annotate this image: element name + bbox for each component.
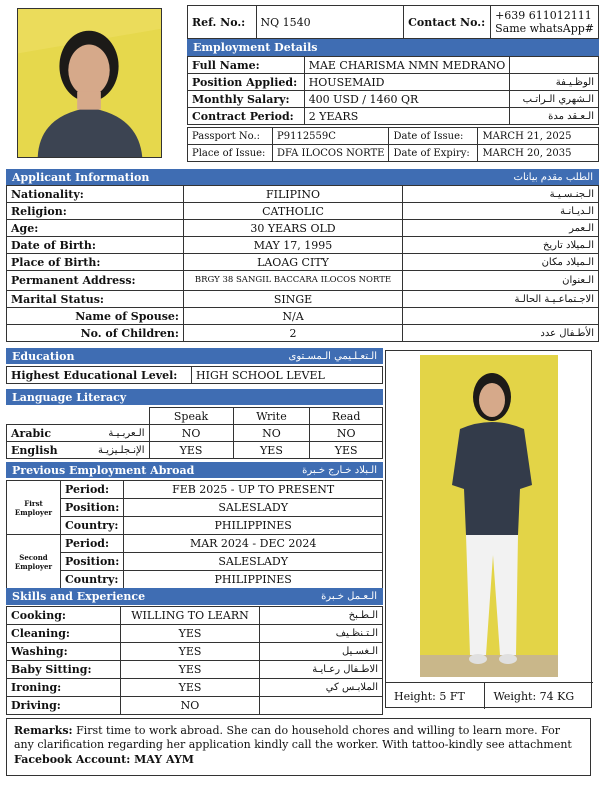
weight-label: Weight: [493, 689, 537, 703]
marital-value: SINGE [184, 291, 403, 308]
driving-value: NO [121, 697, 260, 715]
weight-cell [485, 683, 593, 709]
contract-value: 2 YEARS [304, 108, 510, 125]
arabic-read: NO [310, 425, 383, 442]
washing-label: Washing: [7, 643, 121, 661]
english-label: English [11, 443, 58, 457]
contract-ar: الـعـقد مدة [510, 108, 599, 125]
babysitting-ar: الاطـفال رعـايـة [260, 661, 383, 679]
country-label-1: Country: [61, 517, 124, 535]
arabic-speak: NO [149, 425, 233, 442]
pob-label: Place of Birth: [7, 254, 184, 271]
first-employer-label: First Employer [7, 481, 61, 535]
position-value: HOUSEMAID [304, 74, 510, 91]
age-value: 30 YEARS OLD [184, 220, 403, 237]
salary-label: Monthly Salary: [188, 91, 305, 108]
first-employer-position: SALESLADY [124, 499, 383, 517]
prev-employment-header [6, 462, 383, 478]
position-label-2: Position: [61, 553, 124, 571]
read-header: Read [310, 408, 383, 425]
cooking-label: Cooking: [7, 607, 121, 625]
washing-value: YES [121, 643, 260, 661]
dob-label: Date of Birth: [7, 237, 184, 254]
expiry-label: Date of Expiry: [389, 145, 478, 162]
children-value: 2 [184, 325, 403, 342]
employment-details-header [187, 39, 599, 56]
arabic-label: Arabic [11, 426, 52, 440]
second-employer-country: PHILIPPINES [124, 571, 383, 589]
spouse-label: Name of Spouse: [7, 308, 184, 325]
nationality-label: Nationality: [7, 186, 184, 203]
first-employer-period: FEB 2025 - UP TO PRESENT [124, 481, 383, 499]
dob-ar: الـميلاد تاريخ [403, 237, 599, 254]
issue-place-label: Place of Issue: [188, 145, 273, 162]
applicant-info-header [6, 169, 599, 185]
religion-label: Religion: [7, 203, 184, 220]
babysitting-value: YES [121, 661, 260, 679]
skills-header [6, 588, 383, 605]
education-value: HIGH SCHOOL LEVEL [192, 367, 383, 384]
contact-value: +639 611012111 [495, 9, 592, 22]
remarks-text: First time to work abroad. She can do household chores and willing to learn more. For any clarification regarding her application kindly call the worker. With tattoo-kindly see attachment [14, 724, 572, 751]
issue-date-label: Date of Issue: [389, 128, 478, 145]
full-body-photo [420, 355, 558, 677]
position-label-1: Position: [61, 499, 124, 517]
period-label-2: Period: [61, 535, 124, 553]
salary-value: 400 USD / 1460 QR [304, 91, 510, 108]
first-employer-country: PHILIPPINES [124, 517, 383, 535]
english-speak: YES [149, 442, 233, 459]
education-title-ar: الـتعـلـيمي الـمسـتوى [288, 350, 377, 362]
applicant-title: Applicant Information [12, 170, 150, 184]
arabic-write: NO [233, 425, 310, 442]
children-ar: الأطـفال عدد [403, 325, 599, 342]
age-label: Age: [7, 220, 184, 237]
cleaning-label: Cleaning: [7, 625, 121, 643]
contact-label: Contact No.: [404, 6, 491, 39]
religion-ar: الـديـانـة [403, 203, 599, 220]
pob-value: LAOAG CITY [184, 254, 403, 271]
marital-ar: الاجـتماعـيـة الحالـة [403, 291, 599, 308]
skills-title-ar: الـعـمل خـبرة [321, 591, 377, 602]
cooking-value: WILLING TO LEARN [121, 607, 260, 625]
height-label: Height: [394, 689, 436, 703]
second-employer-period: MAR 2024 - DEC 2024 [124, 535, 383, 553]
arabic-ar: الـعربـيـة [108, 427, 145, 439]
ironing-label: Ironing: [7, 679, 121, 697]
dob-value: MAY 17, 1995 [184, 237, 403, 254]
english-ar: الإنـجلـيزيـة [98, 444, 145, 456]
weight-value: 74 KG [539, 689, 575, 703]
position-ar: الوظـيـفة [510, 74, 599, 91]
spouse-value: N/A [184, 308, 403, 325]
speak-header: Speak [149, 408, 233, 425]
ironing-value: YES [121, 679, 260, 697]
cooking-ar: الـطـبخ [260, 607, 383, 625]
address-label: Permanent Address: [7, 271, 184, 291]
prev-employment-title: Previous Employment Abroad [12, 463, 195, 477]
skills-title: Skills and Experience [12, 590, 146, 603]
issue-date-value: MARCH 21, 2025 [478, 128, 599, 145]
passport-label: Passport No.: [188, 128, 273, 145]
remarks-label: Remarks: [14, 724, 73, 737]
marital-label: Marital Status: [7, 291, 184, 308]
expiry-value: MARCH 20, 2035 [478, 145, 599, 162]
salary-ar: الـشهري الـراتـب [510, 91, 599, 108]
english-read: YES [310, 442, 383, 459]
second-employer-position: SALESLADY [124, 553, 383, 571]
cleaning-ar: الـتـنظـيف [260, 625, 383, 643]
position-label: Position Applied: [188, 74, 305, 91]
passport-value: P9112559C [273, 128, 389, 145]
english-write: YES [233, 442, 310, 459]
age-ar: الـعمر [403, 220, 599, 237]
ref-value: NQ 1540 [256, 6, 404, 39]
address-ar: الـعنوان [403, 271, 599, 291]
height-cell [386, 683, 485, 709]
full-name-label: Full Name: [188, 57, 305, 74]
write-header: Write [233, 408, 310, 425]
period-label: Period: [61, 481, 124, 499]
address-value: BRGY 38 SANGIL BACCARA ILOCOS NORTE [184, 271, 403, 291]
driving-label: Driving: [7, 697, 121, 715]
education-title: Education [12, 349, 75, 363]
driving-ar [260, 697, 383, 715]
contract-label: Contract Period: [188, 108, 305, 125]
employment-title: Employment Details [193, 41, 318, 54]
babysitting-label: Baby Sitting: [7, 661, 121, 679]
facebook-label: Facebook Account: [14, 753, 131, 766]
education-header [6, 348, 383, 364]
portrait-photo [17, 8, 162, 158]
full-name-ar [510, 57, 599, 74]
nationality-ar: الـجنـسـيـة [403, 186, 599, 203]
contact-note: Same whatsApp# [495, 22, 594, 35]
country-label-2: Country: [61, 571, 124, 589]
remarks-box [6, 718, 591, 776]
applicant-title-ar: الطلب مقدم بيانات [513, 171, 593, 183]
prev-employment-title-ar: الـبلاد خـارج خـبرة [302, 464, 377, 476]
children-label: No. of Children: [7, 325, 184, 342]
language-header [6, 389, 383, 405]
ironing-ar: الملابـس كي [260, 679, 383, 697]
language-title: Language Literacy [12, 390, 127, 404]
ref-label: Ref. No.: [188, 6, 257, 39]
nationality-value: FILIPINO [184, 186, 403, 203]
education-label: Highest Educational Level: [7, 367, 192, 384]
religion-value: CATHOLIC [184, 203, 403, 220]
height-value: 5 FT [439, 689, 465, 703]
second-employer-label: Second Employer [7, 535, 61, 589]
facebook-value: MAY AYM [134, 753, 194, 766]
issue-place-value: DFA ILOCOS NORTE [273, 145, 389, 162]
full-name-value: MAE CHARISMA NMN MEDRANO [304, 57, 510, 74]
cleaning-value: YES [121, 625, 260, 643]
pob-ar: الـميلاد مكان [403, 254, 599, 271]
full-body-photo-frame [385, 350, 592, 708]
washing-ar: الـغسـيل [260, 643, 383, 661]
